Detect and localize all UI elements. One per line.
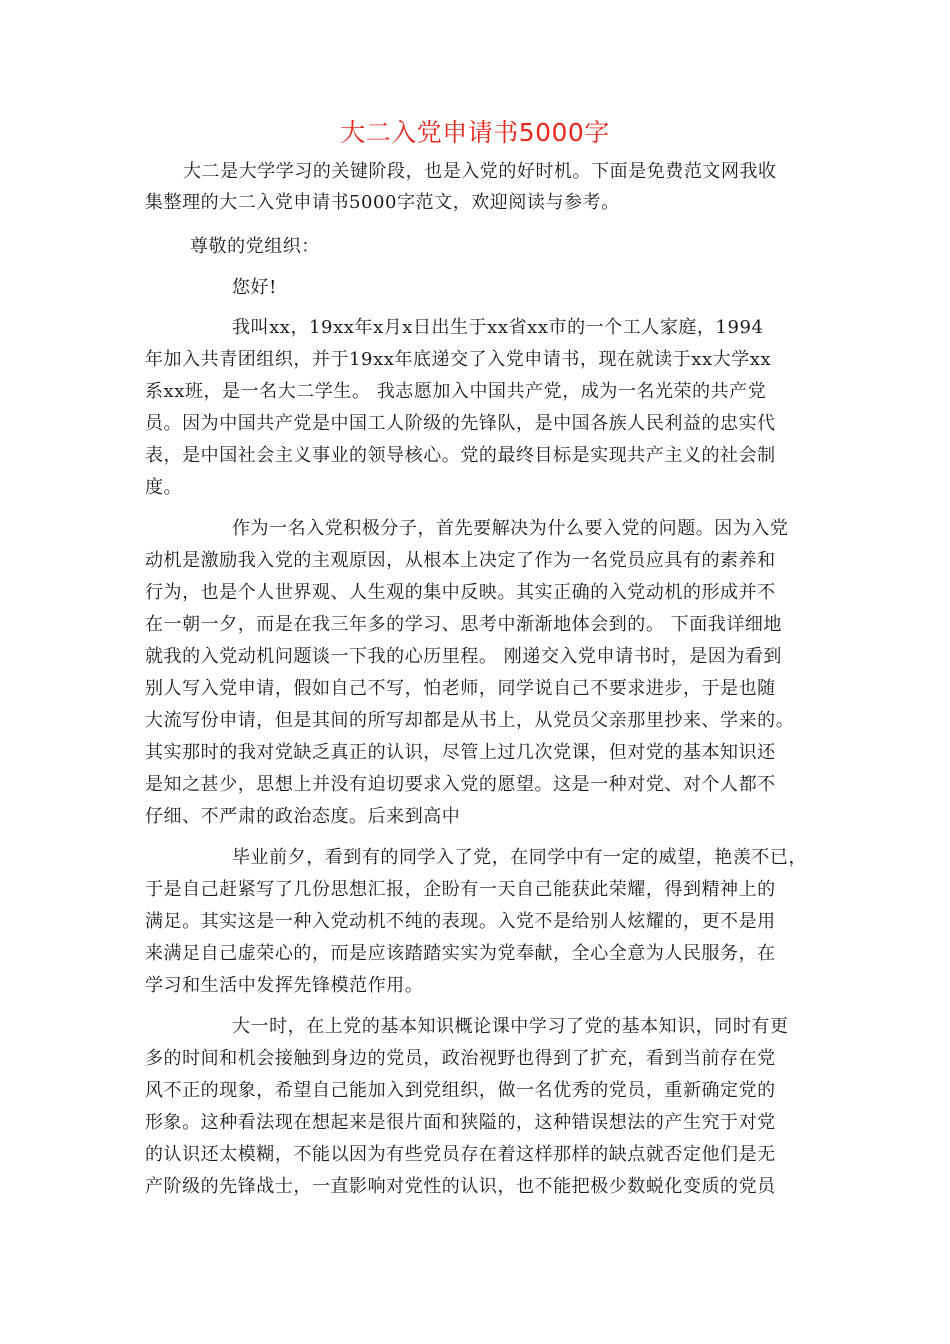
- text-line: 学习和生活中发挥先锋模范作用。: [145, 975, 424, 996]
- text-line: 形象。这种看法现在想起来是很片面和狭隘的，这种错误想法的产生究于对党: [145, 1112, 776, 1133]
- text-line: 风不正的现象，希望自己能加入到党组织，做一名优秀的党员，重新确定党的: [145, 1080, 776, 1101]
- text-line: 毕业前夕，看到有的同学入了党，在同学中有一定的威望，艳羡不已，: [232, 847, 808, 868]
- text-line: 作为一名入党积极分子，首先要解决为什么要入党的问题。因为入党: [232, 518, 789, 539]
- text-line: 多的时间和机会接触到身边的党员，政治视野也得到了扩充，看到当前存在党: [145, 1048, 776, 1069]
- document-title: 大二入党申请书5000字: [340, 118, 610, 147]
- text-line: 就我的入党动机问题谈一下我的心历里程。 刚递交入党申请书时，是因为看到: [145, 646, 782, 667]
- text-line: 仔细、不严肃的政治态度。后来到高中: [145, 806, 461, 827]
- text-line: 的认识还太模糊，不能以因为有些党员存在着这样那样的缺点就否定他们是无: [145, 1144, 776, 1165]
- text-line: 来满足自己虚荣心的，而是应该踏踏实实为党奉献，全心全意为人民服务，在: [145, 943, 776, 964]
- text-line: 在一朝一夕，而是在我三年多的学习、思考中渐渐地体会到的。 下面我详细地: [145, 614, 782, 635]
- text-line: 于是自己赶紧写了几份思想汇报，企盼有一天自己能获此荣耀，得到精神上的: [145, 879, 776, 900]
- text-line: 系xx班，是一名大二学生。 我志愿加入中国共产党，成为一名光荣的共产党: [145, 381, 767, 402]
- text-line: 动机是激励我入党的主观原因，从根本上决定了作为一名党员应具有的素养和: [145, 550, 776, 571]
- text-line: 表，是中国社会主义事业的领导核心。党的最终目标是实现共产主义的社会制: [145, 445, 776, 466]
- text-line: 度。: [145, 477, 183, 498]
- text-line: 年加入共青团组织，并于19xx年底递交了入党申请书，现在就读于xx大学xx: [145, 349, 772, 370]
- text-line: 别人写入党申请，假如自己不写，怕老师，同学说自己不要求进步，于是也随: [145, 678, 776, 699]
- text-line: 员。因为中国共产党是中国工人阶级的先锋队，是中国各族人民利益的忠实代: [145, 413, 776, 434]
- text-line: 大一时，在上党的基本知识概论课中学习了党的基本知识，同时有更: [232, 1016, 789, 1037]
- text-line: 我叫xx，19xx年x月x日出生于xx省xx市的一个工人家庭，1994: [232, 317, 764, 338]
- text-line: 大流写份申请，但是其间的所写却都是从书上，从党员父亲那里抄来、学来的。: [145, 710, 795, 731]
- text-line: 产阶级的先锋战士，一直影响对党性的认识，也不能把极少数蜕化变质的党员: [145, 1176, 776, 1197]
- salutation: 尊敬的党组织：: [190, 236, 320, 257]
- text-line: 其实那时的我对党缺乏真正的认识，尽管上过几次党课，但对党的基本知识还: [145, 742, 776, 763]
- text-line: 集整理的大二入党申请书5000字范文，欢迎阅读与参考。: [145, 192, 620, 213]
- text-line: 满足。其实这是一种入党动机不纯的表现。入党不是给别人炫耀的，更不是用: [145, 911, 776, 932]
- greeting: 您好!: [232, 277, 277, 298]
- text-line: 是知之甚少，思想上并没有迫切要求入党的愿望。这是一种对党、对个人都不: [145, 774, 776, 795]
- text-line: 行为，也是个人世界观、人生观的集中反映。其实正确的入党动机的形成并不: [145, 582, 776, 603]
- text-line: 大二是大学学习的关键阶段，也是入党的好时机。下面是免费范文网我收: [183, 161, 777, 182]
